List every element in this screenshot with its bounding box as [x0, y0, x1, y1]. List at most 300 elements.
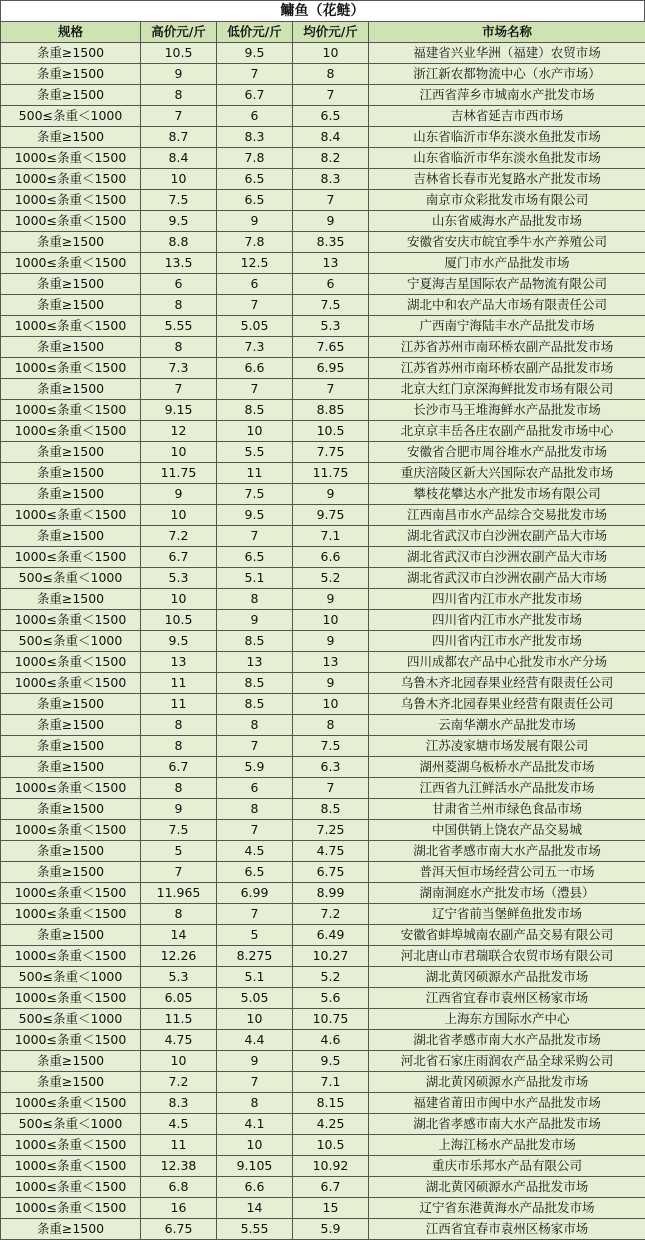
high-price-cell: 6.8 — [141, 1177, 217, 1198]
low-price-cell: 11 — [217, 463, 293, 484]
table-row — [1, 106, 645, 127]
price-table — [0, 21, 645, 1240]
high-price-cell: 11.965 — [141, 883, 217, 904]
low-price-cell: 8.5 — [217, 694, 293, 715]
high-price-cell: 7.3 — [141, 358, 217, 379]
spec-cell: 1000≤条重＜1500 — [1, 1177, 141, 1198]
high-price-cell: 7 — [141, 106, 217, 127]
spec-cell: 500≤条重＜1000 — [1, 568, 141, 589]
spec-cell: 条重≥1500 — [1, 337, 141, 358]
header-spec: 规格 — [1, 22, 141, 43]
high-price-cell: 13.5 — [141, 253, 217, 274]
avg-price-cell: 8.5 — [293, 799, 369, 820]
table-row — [1, 358, 645, 379]
avg-price-cell: 6.3 — [293, 757, 369, 778]
high-price-cell: 9 — [141, 799, 217, 820]
spec-cell: 条重≥1500 — [1, 64, 141, 85]
market-name-cell: 江西省九江鲜活水产品批发市场 — [369, 778, 645, 799]
spec-cell: 1000≤条重＜1500 — [1, 1198, 141, 1219]
avg-price-cell: 7.25 — [293, 820, 369, 841]
market-name-cell: 四川省内江市水产批发市场 — [369, 610, 645, 631]
market-name-cell: 乌鲁木齐北园春果业经营有限责任公司 — [369, 694, 645, 715]
avg-price-cell: 8.85 — [293, 400, 369, 421]
avg-price-cell: 6 — [293, 274, 369, 295]
table-row — [1, 85, 645, 106]
high-price-cell: 11 — [141, 1135, 217, 1156]
avg-price-cell: 6.49 — [293, 925, 369, 946]
high-price-cell: 11 — [141, 694, 217, 715]
market-name-cell: 辽宁省东港黄海水产品批发市场 — [369, 1198, 645, 1219]
market-name-cell: 湖州菱湖乌板桥水产品批发市场 — [369, 757, 645, 778]
market-name-cell: 攀枝花攀达水产批发市场有限公司 — [369, 484, 645, 505]
avg-price-cell: 6.95 — [293, 358, 369, 379]
high-price-cell: 6 — [141, 274, 217, 295]
avg-price-cell: 6.75 — [293, 862, 369, 883]
spec-cell: 1000≤条重＜1500 — [1, 1156, 141, 1177]
high-price-cell: 13 — [141, 652, 217, 673]
spec-cell: 条重≥1500 — [1, 463, 141, 484]
table-row — [1, 1219, 645, 1240]
spec-cell: 条重≥1500 — [1, 757, 141, 778]
low-price-cell: 8 — [217, 799, 293, 820]
table-row — [1, 169, 645, 190]
avg-price-cell: 9 — [293, 589, 369, 610]
high-price-cell: 8.7 — [141, 127, 217, 148]
avg-price-cell: 10.75 — [293, 1009, 369, 1030]
low-price-cell: 6.5 — [217, 190, 293, 211]
low-price-cell: 10 — [217, 421, 293, 442]
table-row — [1, 526, 645, 547]
low-price-cell: 5.5 — [217, 442, 293, 463]
table-title: 鳙鱼（花鲢） — [0, 0, 645, 21]
market-name-cell: 湖北省孝感市南大水产品批发市场 — [369, 1030, 645, 1051]
table-row — [1, 253, 645, 274]
low-price-cell: 7 — [217, 820, 293, 841]
spec-cell: 条重≥1500 — [1, 274, 141, 295]
market-name-cell: 福建省莆田市闽中水产品批发市场 — [369, 1093, 645, 1114]
low-price-cell: 7 — [217, 64, 293, 85]
high-price-cell: 5.55 — [141, 316, 217, 337]
avg-price-cell: 9 — [293, 211, 369, 232]
high-price-cell: 14 — [141, 925, 217, 946]
avg-price-cell: 9.75 — [293, 505, 369, 526]
table-row — [1, 484, 645, 505]
high-price-cell: 7.2 — [141, 1072, 217, 1093]
table-row — [1, 1093, 645, 1114]
table-row — [1, 862, 645, 883]
header-high-price: 高价元/斤 — [141, 22, 217, 43]
table-row — [1, 64, 645, 85]
low-price-cell: 5.1 — [217, 967, 293, 988]
table-row — [1, 673, 645, 694]
high-price-cell: 7 — [141, 862, 217, 883]
avg-price-cell: 7.2 — [293, 904, 369, 925]
spec-cell: 500≤条重＜1000 — [1, 106, 141, 127]
table-row — [1, 295, 645, 316]
spec-cell: 1000≤条重＜1500 — [1, 148, 141, 169]
spec-cell: 1000≤条重＜1500 — [1, 1093, 141, 1114]
spec-cell: 条重≥1500 — [1, 1072, 141, 1093]
low-price-cell: 5.9 — [217, 757, 293, 778]
spec-cell: 条重≥1500 — [1, 1219, 141, 1240]
market-name-cell: 厦门市水产品批发市场 — [369, 253, 645, 274]
avg-price-cell: 13 — [293, 253, 369, 274]
avg-price-cell: 4.25 — [293, 1114, 369, 1135]
low-price-cell: 8.3 — [217, 127, 293, 148]
table-row — [1, 589, 645, 610]
table-row — [1, 274, 645, 295]
table-row — [1, 820, 645, 841]
table-row — [1, 946, 645, 967]
spec-cell: 1000≤条重＜1500 — [1, 505, 141, 526]
low-price-cell: 6.5 — [217, 169, 293, 190]
spec-cell: 500≤条重＜1000 — [1, 631, 141, 652]
low-price-cell: 9.5 — [217, 43, 293, 64]
low-price-cell: 7.8 — [217, 232, 293, 253]
table-row — [1, 757, 645, 778]
table-row — [1, 841, 645, 862]
market-name-cell: 安徽省蚌埠城南农副产品交易有限公司 — [369, 925, 645, 946]
spec-cell: 条重≥1500 — [1, 43, 141, 64]
low-price-cell: 9 — [217, 211, 293, 232]
high-price-cell: 8 — [141, 904, 217, 925]
market-name-cell: 福建省兴业华洲（福建）农贸市场 — [369, 43, 645, 64]
table-row — [1, 190, 645, 211]
market-name-cell: 山东省威海水产品批发市场 — [369, 211, 645, 232]
table-row — [1, 1198, 645, 1219]
avg-price-cell: 11.75 — [293, 463, 369, 484]
high-price-cell: 9 — [141, 64, 217, 85]
spec-cell: 1000≤条重＜1500 — [1, 673, 141, 694]
avg-price-cell: 7.5 — [293, 736, 369, 757]
low-price-cell: 8 — [217, 715, 293, 736]
table-row — [1, 1156, 645, 1177]
high-price-cell: 6.7 — [141, 757, 217, 778]
low-price-cell: 6 — [217, 778, 293, 799]
market-name-cell: 四川省内江市水产批发市场 — [369, 589, 645, 610]
table-row — [1, 421, 645, 442]
market-name-cell: 广西南宁海陆丰水产品批发市场 — [369, 316, 645, 337]
high-price-cell: 8 — [141, 715, 217, 736]
high-price-cell: 8.8 — [141, 232, 217, 253]
table-row — [1, 799, 645, 820]
avg-price-cell: 8.35 — [293, 232, 369, 253]
table-row — [1, 127, 645, 148]
avg-price-cell: 10.5 — [293, 421, 369, 442]
header-low-price: 低价元/斤 — [217, 22, 293, 43]
low-price-cell: 9 — [217, 610, 293, 631]
spec-cell: 1000≤条重＜1500 — [1, 400, 141, 421]
low-price-cell: 9 — [217, 1051, 293, 1072]
table-row — [1, 211, 645, 232]
table-row — [1, 1009, 645, 1030]
spec-cell: 1000≤条重＜1500 — [1, 316, 141, 337]
spec-cell: 500≤条重＜1000 — [1, 1114, 141, 1135]
low-price-cell: 8 — [217, 589, 293, 610]
table-row — [1, 778, 645, 799]
market-name-cell: 河北唐山市君瑞联合农贸市场有限公司 — [369, 946, 645, 967]
table-row — [1, 736, 645, 757]
market-name-cell: 重庆涪陵区新大兴国际农产品批发市场 — [369, 463, 645, 484]
market-name-cell: 湖北省武汉市白沙洲农副产品大市场 — [369, 547, 645, 568]
avg-price-cell: 8 — [293, 64, 369, 85]
table-row — [1, 883, 645, 904]
high-price-cell: 9.5 — [141, 211, 217, 232]
avg-price-cell: 10 — [293, 43, 369, 64]
table-row — [1, 337, 645, 358]
market-name-cell: 湖北黄冈硕源水产品批发市场 — [369, 1072, 645, 1093]
market-name-cell: 山东省临沂市华东淡水鱼批发市场 — [369, 127, 645, 148]
avg-price-cell: 15 — [293, 1198, 369, 1219]
avg-price-cell: 6.7 — [293, 1177, 369, 1198]
spec-cell: 条重≥1500 — [1, 484, 141, 505]
market-name-cell: 甘肃省兰州市绿色食品市场 — [369, 799, 645, 820]
avg-price-cell: 6.6 — [293, 547, 369, 568]
market-name-cell: 宁夏海吉星国际农产品物流有限公司 — [369, 274, 645, 295]
table-row — [1, 547, 645, 568]
spec-cell: 条重≥1500 — [1, 526, 141, 547]
spec-cell: 条重≥1500 — [1, 799, 141, 820]
spec-cell: 1000≤条重＜1500 — [1, 190, 141, 211]
market-name-cell: 江西南昌市水产品综合交易批发市场 — [369, 505, 645, 526]
spec-cell: 1000≤条重＜1500 — [1, 988, 141, 1009]
high-price-cell: 8 — [141, 295, 217, 316]
market-name-cell: 南京市众彩批发市场有限公司 — [369, 190, 645, 211]
avg-price-cell: 8.3 — [293, 169, 369, 190]
table-row — [1, 631, 645, 652]
low-price-cell: 6.6 — [217, 1177, 293, 1198]
market-name-cell: 浙江新农都物流中心（水产市场） — [369, 64, 645, 85]
low-price-cell: 6 — [217, 274, 293, 295]
high-price-cell: 8 — [141, 778, 217, 799]
avg-price-cell: 7 — [293, 379, 369, 400]
table-body — [1, 43, 645, 1240]
avg-price-cell: 4.6 — [293, 1030, 369, 1051]
spec-cell: 条重≥1500 — [1, 232, 141, 253]
high-price-cell: 12.26 — [141, 946, 217, 967]
high-price-cell: 6.75 — [141, 1219, 217, 1240]
low-price-cell: 7 — [217, 1072, 293, 1093]
high-price-cell: 4.5 — [141, 1114, 217, 1135]
market-name-cell: 安徽省安庆市皖宜季牛水产养殖公司 — [369, 232, 645, 253]
avg-price-cell: 7 — [293, 778, 369, 799]
table-row — [1, 43, 645, 64]
high-price-cell: 11.5 — [141, 1009, 217, 1030]
spec-cell: 条重≥1500 — [1, 127, 141, 148]
table-row — [1, 442, 645, 463]
market-name-cell: 山东省临沂市华东淡水鱼批发市场 — [369, 148, 645, 169]
high-price-cell: 11.75 — [141, 463, 217, 484]
spec-cell: 1000≤条重＜1500 — [1, 946, 141, 967]
table-row — [1, 1177, 645, 1198]
market-name-cell: 湖北省武汉市白沙洲农副产品大市场 — [369, 568, 645, 589]
market-name-cell: 长沙市马王堆海鲜水产品批发市场 — [369, 400, 645, 421]
low-price-cell: 7.5 — [217, 484, 293, 505]
spec-cell: 500≤条重＜1000 — [1, 1009, 141, 1030]
spec-cell: 1000≤条重＜1500 — [1, 904, 141, 925]
low-price-cell: 7 — [217, 295, 293, 316]
table-row — [1, 1072, 645, 1093]
spec-cell: 条重≥1500 — [1, 379, 141, 400]
low-price-cell: 7.3 — [217, 337, 293, 358]
table-row — [1, 1135, 645, 1156]
spec-cell: 1000≤条重＜1500 — [1, 358, 141, 379]
low-price-cell: 4.5 — [217, 841, 293, 862]
high-price-cell: 9.5 — [141, 631, 217, 652]
table-row — [1, 505, 645, 526]
spec-cell: 1000≤条重＜1500 — [1, 547, 141, 568]
high-price-cell: 5.3 — [141, 568, 217, 589]
high-price-cell: 10 — [141, 1051, 217, 1072]
spec-cell: 条重≥1500 — [1, 694, 141, 715]
table-row — [1, 379, 645, 400]
avg-price-cell: 10.27 — [293, 946, 369, 967]
market-name-cell: 湖南洞庭水产批发市场（澧县） — [369, 883, 645, 904]
avg-price-cell: 8.2 — [293, 148, 369, 169]
spec-cell: 1000≤条重＜1500 — [1, 652, 141, 673]
table-row — [1, 715, 645, 736]
low-price-cell: 13 — [217, 652, 293, 673]
header-avg-price: 均价元/斤 — [293, 22, 369, 43]
avg-price-cell: 10.92 — [293, 1156, 369, 1177]
avg-price-cell: 7.5 — [293, 295, 369, 316]
header-row — [1, 22, 645, 43]
market-name-cell: 云南华潮水产品批发市场 — [369, 715, 645, 736]
spec-cell: 条重≥1500 — [1, 736, 141, 757]
table-row — [1, 1030, 645, 1051]
low-price-cell: 6.99 — [217, 883, 293, 904]
table-row — [1, 610, 645, 631]
low-price-cell: 6 — [217, 106, 293, 127]
market-name-cell: 北京京丰岳各庄农副产品批发市场中心 — [369, 421, 645, 442]
high-price-cell: 7.2 — [141, 526, 217, 547]
low-price-cell: 10 — [217, 1009, 293, 1030]
market-name-cell: 中国供销上饶农产品交易城 — [369, 820, 645, 841]
high-price-cell: 6.7 — [141, 547, 217, 568]
high-price-cell: 4.75 — [141, 1030, 217, 1051]
market-name-cell: 四川成都农产品中心批发市水产分场 — [369, 652, 645, 673]
low-price-cell: 5 — [217, 925, 293, 946]
table-row — [1, 652, 645, 673]
table-row — [1, 988, 645, 1009]
header-market-name: 市场名称 — [369, 22, 645, 43]
high-price-cell: 12 — [141, 421, 217, 442]
market-name-cell: 北京大红门京深海鲜批发市场有限公司 — [369, 379, 645, 400]
low-price-cell: 6.5 — [217, 862, 293, 883]
spec-cell: 500≤条重＜1000 — [1, 967, 141, 988]
avg-price-cell: 5.9 — [293, 1219, 369, 1240]
high-price-cell: 9.15 — [141, 400, 217, 421]
high-price-cell: 10 — [141, 442, 217, 463]
low-price-cell: 8.5 — [217, 631, 293, 652]
high-price-cell: 7.5 — [141, 190, 217, 211]
spec-cell: 1000≤条重＜1500 — [1, 253, 141, 274]
avg-price-cell: 7 — [293, 85, 369, 106]
low-price-cell: 7 — [217, 736, 293, 757]
high-price-cell: 8.4 — [141, 148, 217, 169]
avg-price-cell: 7.1 — [293, 1072, 369, 1093]
market-name-cell: 江苏凌家塘市场发展有限公司 — [369, 736, 645, 757]
market-name-cell: 辽宁省前当堡鲜鱼批发市场 — [369, 904, 645, 925]
avg-price-cell: 8.4 — [293, 127, 369, 148]
market-name-cell: 吉林省延吉市西市场 — [369, 106, 645, 127]
low-price-cell: 5.05 — [217, 316, 293, 337]
table-row — [1, 400, 645, 421]
market-name-cell: 四川省内江市水产批发市场 — [369, 631, 645, 652]
avg-price-cell: 9 — [293, 673, 369, 694]
market-name-cell: 湖北中和农产品大市场有限责任公司 — [369, 295, 645, 316]
spec-cell: 1000≤条重＜1500 — [1, 778, 141, 799]
high-price-cell: 8.3 — [141, 1093, 217, 1114]
market-name-cell: 湖北省武汉市白沙洲农副产品大市场 — [369, 526, 645, 547]
spec-cell: 条重≥1500 — [1, 715, 141, 736]
avg-price-cell: 10.5 — [293, 1135, 369, 1156]
high-price-cell: 11 — [141, 673, 217, 694]
market-name-cell: 湖北省孝感市南大水产品批发市场 — [369, 841, 645, 862]
spec-cell: 1000≤条重＜1500 — [1, 610, 141, 631]
market-name-cell: 河北省石家庄雨润农产品全球采购公司 — [369, 1051, 645, 1072]
table-row — [1, 232, 645, 253]
table-row — [1, 1051, 645, 1072]
low-price-cell: 7 — [217, 379, 293, 400]
low-price-cell: 8.5 — [217, 400, 293, 421]
market-name-cell: 普洱天恒市场经营公司五一市场 — [369, 862, 645, 883]
avg-price-cell: 9.5 — [293, 1051, 369, 1072]
spec-cell: 条重≥1500 — [1, 841, 141, 862]
spec-cell: 条重≥1500 — [1, 1051, 141, 1072]
high-price-cell: 12.38 — [141, 1156, 217, 1177]
market-name-cell: 安徽省合肥市周谷堆水产品批发市场 — [369, 442, 645, 463]
high-price-cell: 7.5 — [141, 820, 217, 841]
avg-price-cell: 7.75 — [293, 442, 369, 463]
spec-cell: 条重≥1500 — [1, 442, 141, 463]
spec-cell: 1000≤条重＜1500 — [1, 883, 141, 904]
spec-cell: 条重≥1500 — [1, 589, 141, 610]
table-row — [1, 568, 645, 589]
market-name-cell: 湖北黄冈硕源水产品批发市场 — [369, 967, 645, 988]
market-name-cell: 江西省宜春市袁州区杨家市场 — [369, 988, 645, 1009]
avg-price-cell: 4.75 — [293, 841, 369, 862]
table-row — [1, 148, 645, 169]
avg-price-cell: 7.1 — [293, 526, 369, 547]
low-price-cell: 9.5 — [217, 505, 293, 526]
low-price-cell: 10 — [217, 1135, 293, 1156]
high-price-cell: 8 — [141, 337, 217, 358]
market-name-cell: 江西省宜春市袁州区杨家市场 — [369, 1219, 645, 1240]
avg-price-cell: 7 — [293, 190, 369, 211]
market-name-cell: 江苏省苏州市南环桥农副产品批发市场 — [369, 358, 645, 379]
market-name-cell: 上海东方国际水产中心 — [369, 1009, 645, 1030]
high-price-cell: 10 — [141, 589, 217, 610]
avg-price-cell: 10 — [293, 694, 369, 715]
avg-price-cell: 6.5 — [293, 106, 369, 127]
high-price-cell: 10 — [141, 169, 217, 190]
avg-price-cell: 5.2 — [293, 568, 369, 589]
low-price-cell: 12.5 — [217, 253, 293, 274]
table-row — [1, 904, 645, 925]
avg-price-cell: 5.2 — [293, 967, 369, 988]
market-name-cell: 上海江杨水产品批发市场 — [369, 1135, 645, 1156]
avg-price-cell: 7.65 — [293, 337, 369, 358]
low-price-cell: 5.1 — [217, 568, 293, 589]
market-name-cell: 湖北省孝感市南大水产品批发市场 — [369, 1114, 645, 1135]
table-row — [1, 316, 645, 337]
spec-cell: 1000≤条重＜1500 — [1, 421, 141, 442]
market-name-cell: 湖北黄冈硕源水产品批发市场 — [369, 1177, 645, 1198]
spec-cell: 条重≥1500 — [1, 925, 141, 946]
low-price-cell: 5.05 — [217, 988, 293, 1009]
spec-cell: 条重≥1500 — [1, 85, 141, 106]
